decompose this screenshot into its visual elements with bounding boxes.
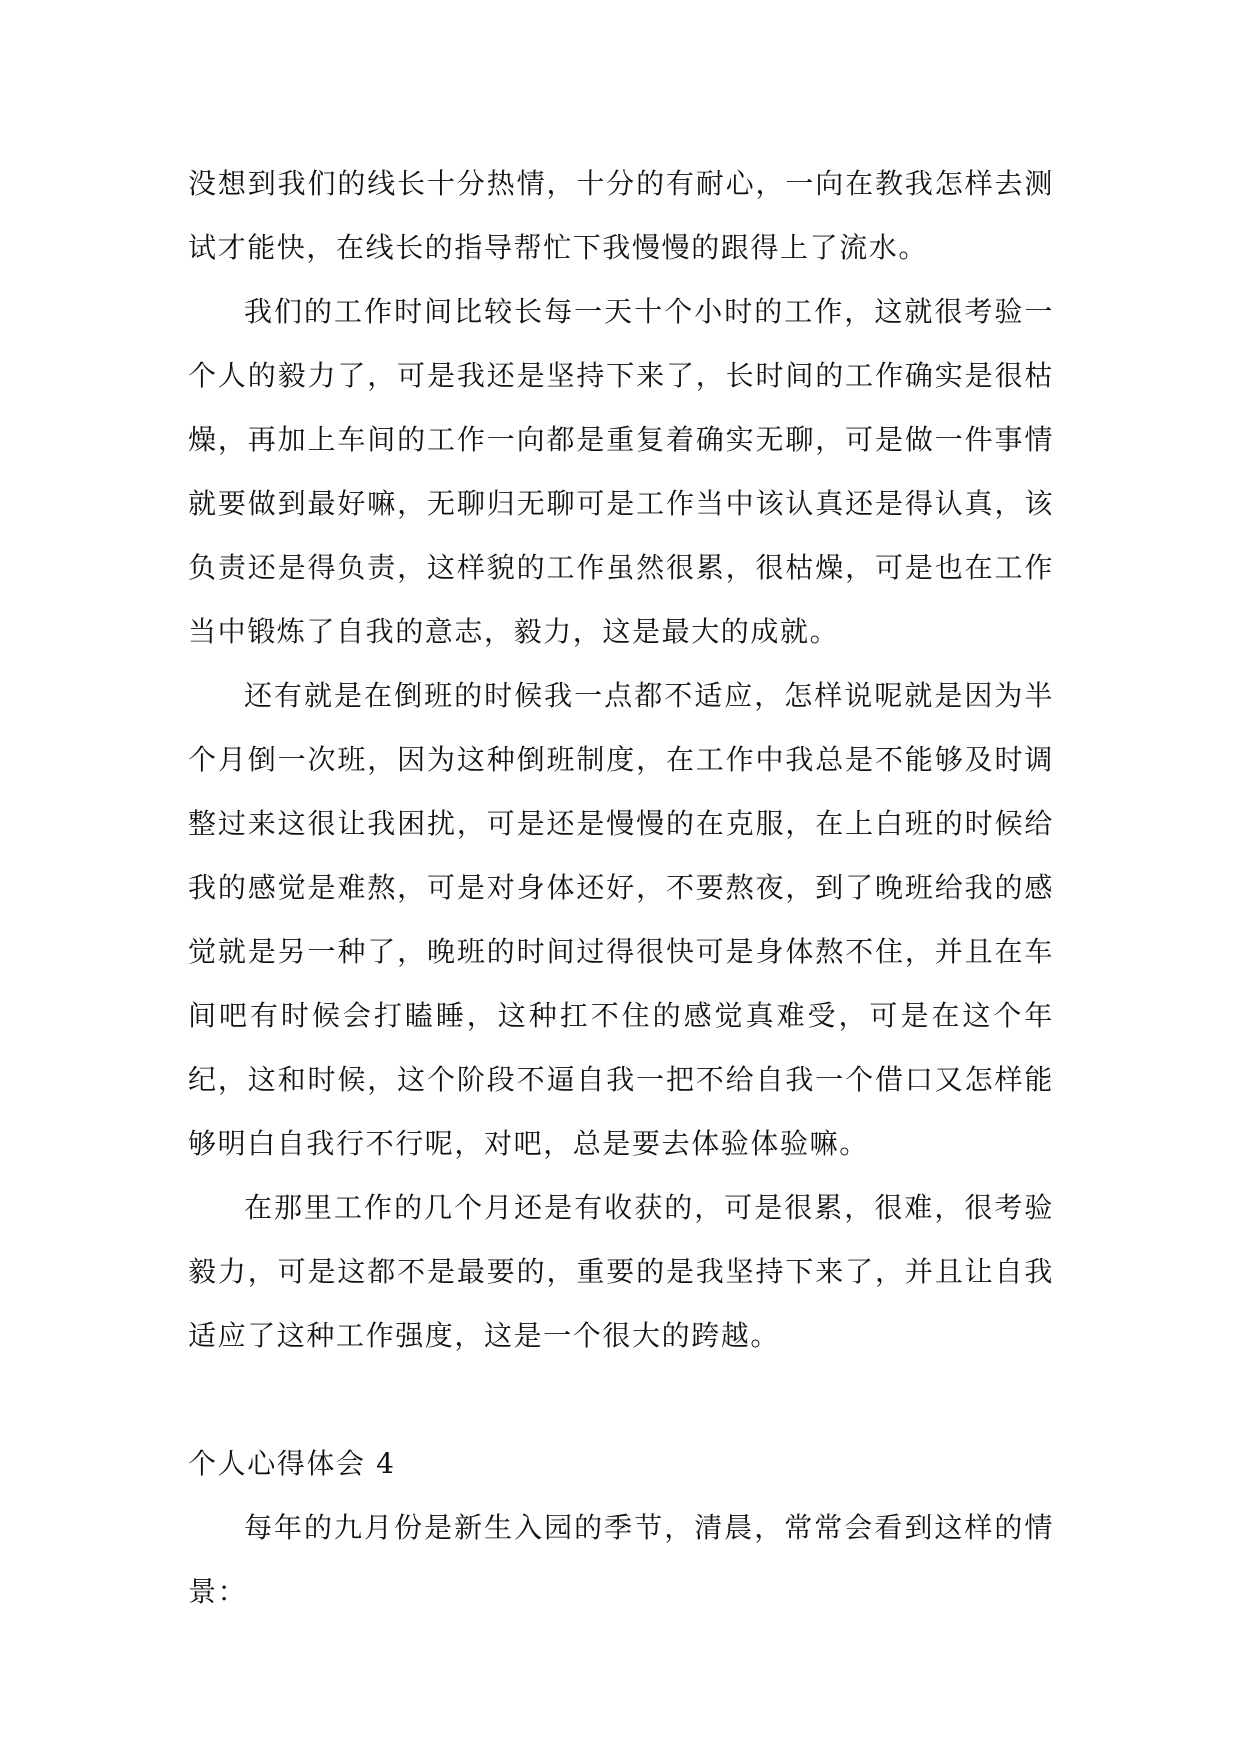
paragraph-2: 我们的工作时间比较长每一天十个小时的工作，这就很考验一个人的毅力了，可是我还是坚持下来了，长时间的工作确实是很枯燥，再加上车间的工作一向都是重复着确实无聊，可是做一件事情就要做到最好嘛，无聊归无聊可是工作当中该认真还是得认真，该负责还是得负责，这样貌的工作虽然很累，很枯燥，可是也在工作当中锻炼了自我的意志，毅力，这是最大的成就。 [188,295,1054,648]
paragraph-4: 在那里工作的几个月还是有收获的，可是很累，很难，很考验毅力，可是这都不是最要的，重要的是我坚持下来了，并且让自我适应了这种工作强度，这是一个很大的跨越。 [188,1191,1054,1352]
section-heading: 个人心得体会 4 [188,1447,396,1480]
paragraph-3: 还有就是在倒班的时候我一点都不适应，怎样说呢就是因为半个月倒一次班，因为这种倒班制度，在工作中我总是不能够及时调整过来这很让我困扰，可是还是慢慢的在克服，在上白班的时候给我的感觉是难熬，可是对身体还好，不要熬夜，到了晚班给我的感觉就是另一种了，晚班的时间过得很快可是身体熬不住，并且在车间吧有时候会打瞌睡，这种扛不住的感觉真难受，可是在这个年纪，这和时候，这个阶段不逼自我一把不给自我一个借口又怎样能够明白自我行不行呢，对吧，总是要去体验体验嘛。 [188,679,1054,1160]
section-paragraph-1: 每年的九月份是新生入园的季节，清晨，常常会看到这样的情景： [188,1511,1054,1608]
paragraph-1: 没想到我们的线长十分热情，十分的有耐心，一向在教我怎样去测试才能快，在线长的指导帮忙下我慢慢的跟得上了流水。 [188,167,1054,264]
document-body [188,152,1054,1624]
